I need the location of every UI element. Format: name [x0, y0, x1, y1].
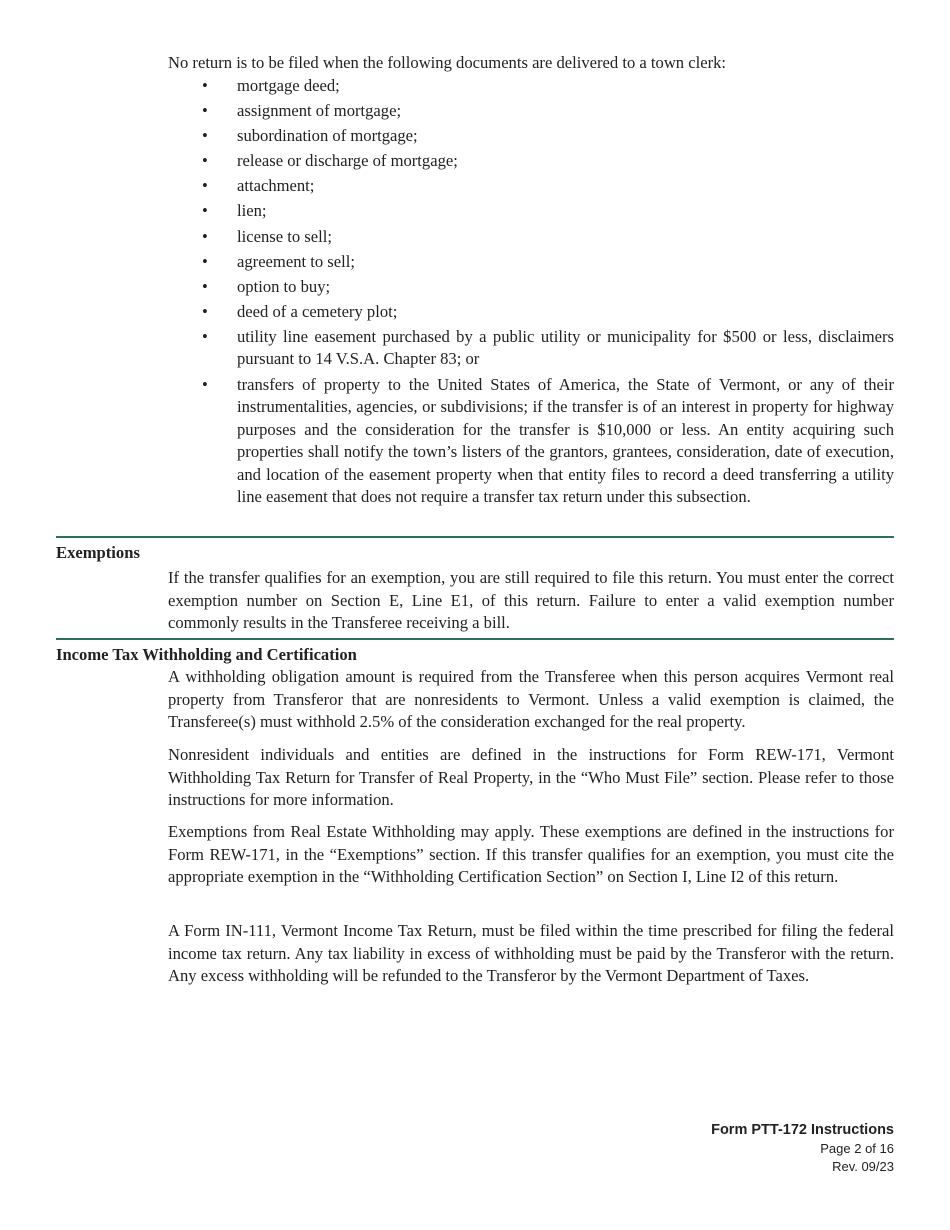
bullet-icon: • — [202, 226, 208, 246]
list-item — [202, 374, 894, 509]
bullet-icon: • — [202, 176, 208, 196]
list-item — [202, 150, 894, 173]
withholding-paragraph: A withholding obligation amount is required from the Transferee when this person acquires Vermont real property from Transferor that are nonresidents to Vermont. Unless a valid exemption is claimed, the Transferee(s) must withhold 2.5% of the consideration exchanged for the real property. — [168, 667, 894, 732]
list-item — [202, 100, 894, 123]
list-item — [202, 200, 894, 223]
bullet-icon: • — [202, 76, 208, 95]
list-item-text: license to sell; — [237, 226, 332, 246]
bullet-icon: • — [202, 201, 208, 221]
list-item — [202, 125, 894, 148]
bullet-icon: • — [202, 126, 208, 146]
bullet-icon: • — [202, 251, 208, 271]
bullet-icon: • — [202, 301, 208, 321]
page-number: Page 2 of 16 — [820, 1141, 894, 1156]
bullet-icon: • — [202, 276, 208, 296]
page-footer — [711, 1121, 894, 1176]
list-item-text: attachment; — [237, 176, 315, 196]
section-divider — [56, 536, 894, 538]
list-item-text: release or discharge of mortgage; — [237, 151, 458, 171]
list-item — [202, 175, 894, 198]
list-item — [202, 251, 894, 274]
excluded-documents-list — [202, 75, 894, 511]
withholding-paragraph: Exemptions from Real Estate Withholding may apply. These exemptions are defined in the instructions for Form REW-171, in the “Exemptions” section. If this transfer qualifies for an exemption, you must cite the appropriate exemption in the “Withholding Certification Section” on Section I, Line I2 of this return. — [168, 822, 894, 887]
list-item — [202, 226, 894, 249]
intro-text: No return is to be filed when the following documents are delivered to a town clerk: — [168, 53, 727, 72]
list-item-text: assignment of mortgage; — [237, 101, 402, 121]
exemptions-heading: Exemptions — [56, 543, 140, 562]
exemptions-text: If the transfer qualifies for an exemption, you are still required to file this return. You must enter the correct exemption number on Section E, Line E1, of this return. Failure to enter a valid exemption number commonly results in the Transferee receiving a bill. — [168, 568, 894, 633]
list-item — [202, 326, 894, 371]
list-item-text: transfers of property to the United States of America, the State of Vermont, or any of their instrumentalities, agencies, or subdivisions; if the transfer is of an interest in property for highway purposes and the consideration for the transfer is $10,000 or less. An entity acquiring such properties shall notify the town’s listers of the grantors, grantees, consideration, date of execution, and location of the easement property when that entity files to record a deed transferring a utility line easement that does not require a transfer tax return under this subsection. — [237, 374, 894, 507]
withholding-heading: Income Tax Withholding and Certification — [56, 645, 357, 664]
list-item-text: subordination of mortgage; — [237, 126, 418, 146]
form-title: Form PTT-172 Instructions — [711, 1122, 894, 1138]
list-item-text: option to buy; — [237, 276, 331, 296]
list-item-text: deed of a cemetery plot; — [237, 301, 398, 321]
list-item — [202, 276, 894, 299]
list-item-text: mortgage deed; — [237, 76, 340, 95]
withholding-paragraph: Nonresident individuals and entities are defined in the instructions for Form REW-171, Vermont Withholding Tax Return for Transfer of Real Property, in the “Who Must File” section. Please refer to those instructions for more information. — [168, 745, 894, 810]
list-item-text: agreement to sell; — [237, 251, 355, 271]
list-item-text: utility line easement purchased by a public utility or municipality for $500 or less, disclaimers pursuant to 14 V.S.A. Chapter 83; or — [237, 326, 894, 369]
list-item — [202, 301, 894, 324]
list-item — [202, 75, 894, 98]
bullet-icon: • — [202, 326, 208, 346]
list-item-text: lien; — [237, 201, 267, 221]
bullet-icon: • — [202, 101, 208, 121]
section-divider — [56, 638, 894, 640]
bullet-icon: • — [202, 151, 208, 171]
revision-date: Rev. 09/23 — [832, 1159, 894, 1174]
bullet-icon: • — [202, 374, 208, 394]
withholding-paragraph: A Form IN-111, Vermont Income Tax Return, must be filed within the time prescribed for filing the federal income tax return. Any tax liability in excess of withholding must be paid by the Transferor with the return. Any excess withholding will be refunded to the Transferor by the Vermont Department of Taxes. — [168, 921, 894, 986]
